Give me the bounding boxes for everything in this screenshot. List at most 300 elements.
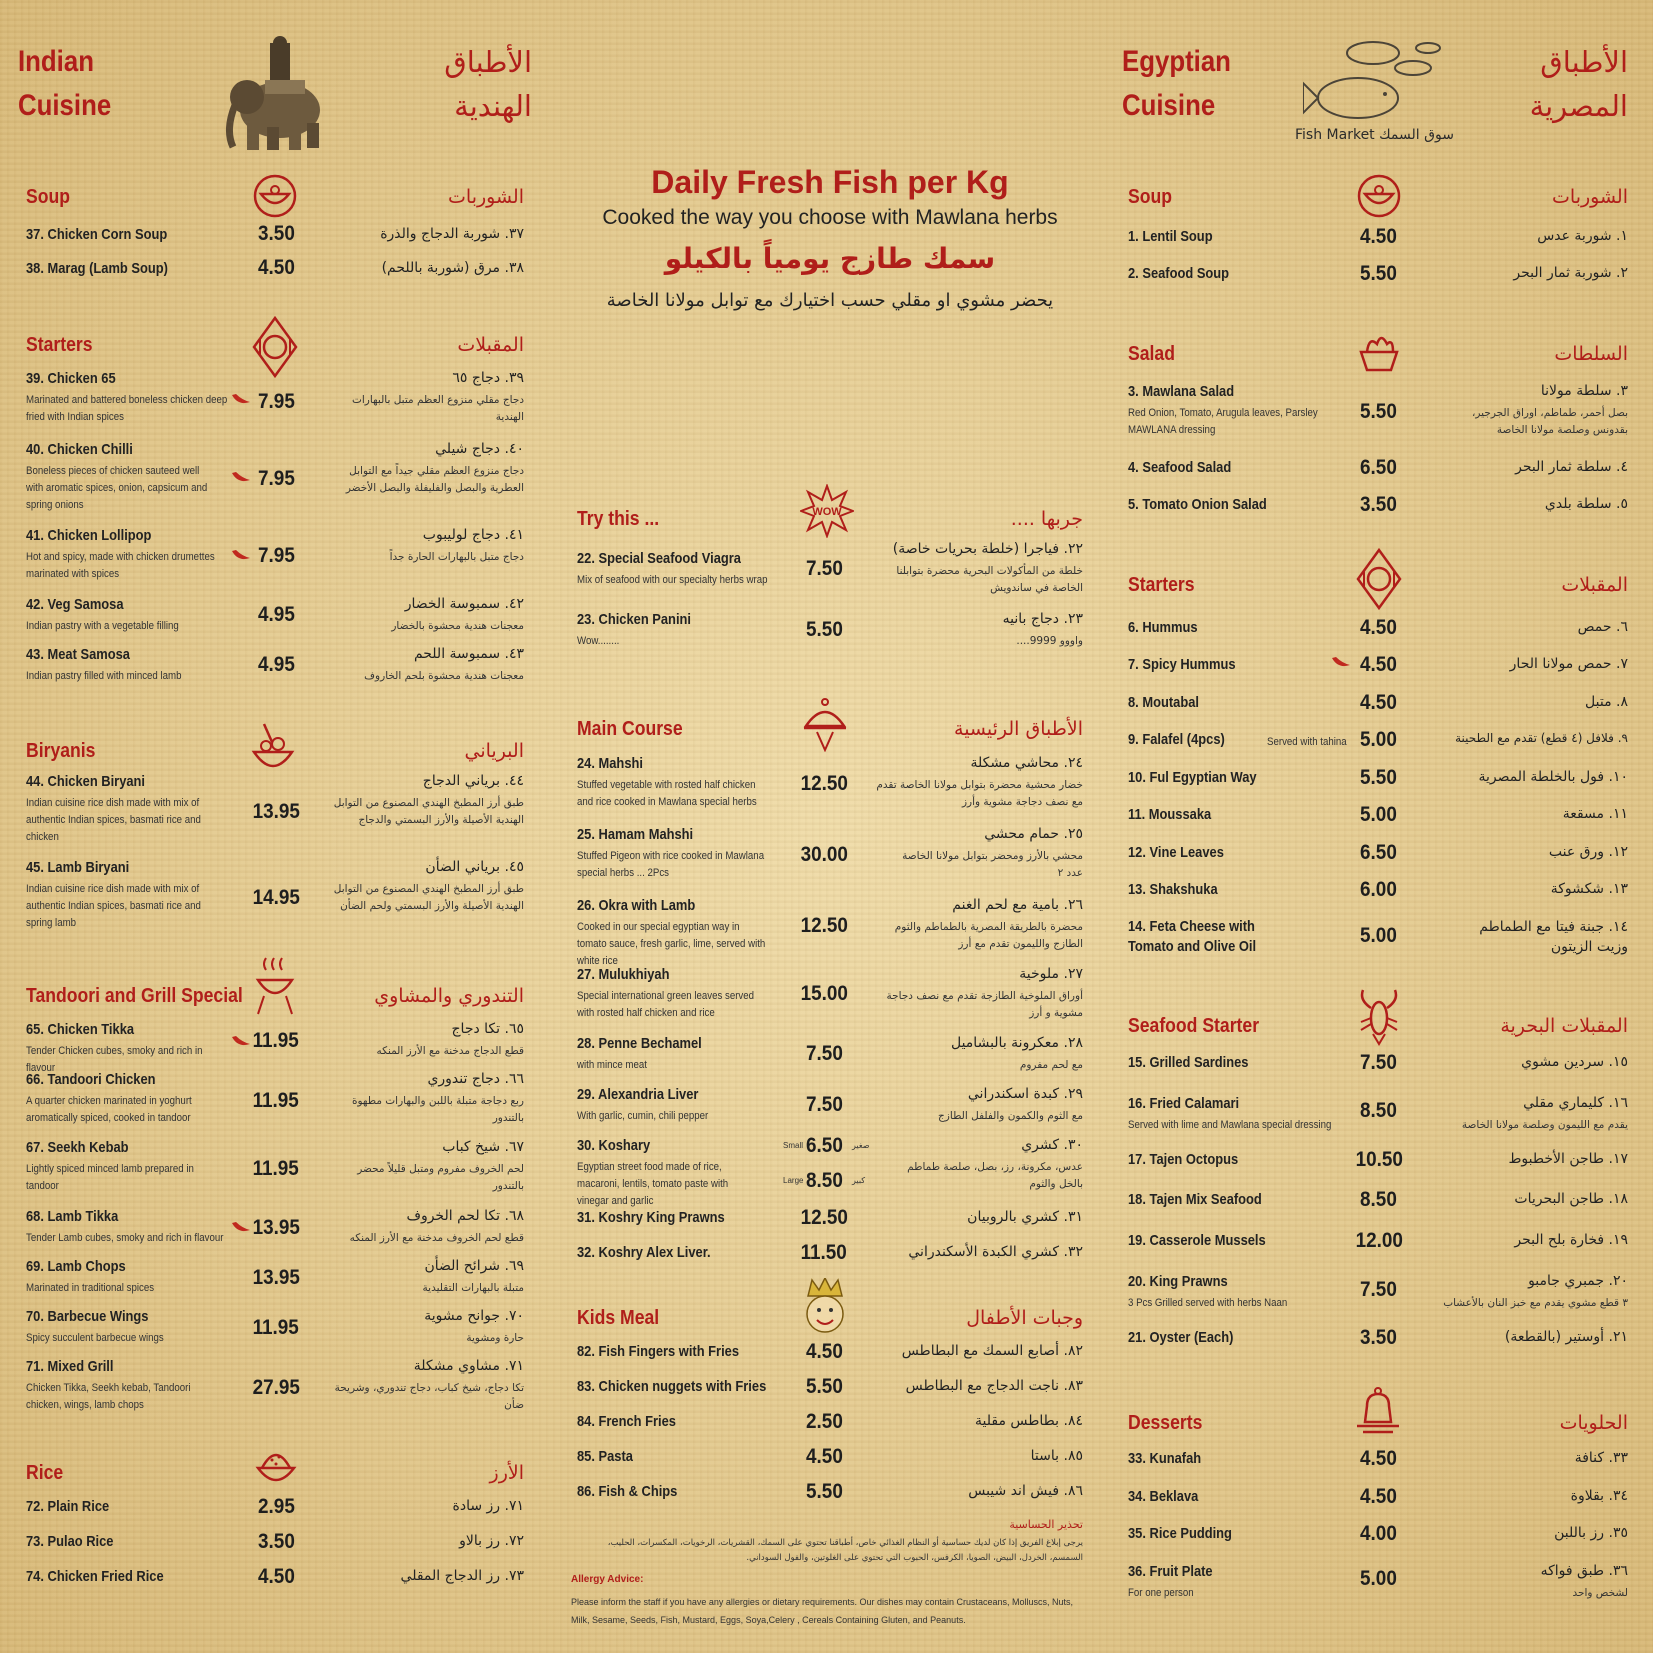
menu-item-desc: With garlic, cumin, chili pepper [577, 1110, 709, 1122]
menu-item-desc-ar: حارة ومشوية [466, 1332, 524, 1344]
menu-item-price-large: 8.50 [806, 1169, 843, 1192]
section-tandoori-en: Tandoori and Grill Special [26, 985, 243, 1007]
menu-item-name-ar: ٥. سلطة بلدي [1544, 496, 1628, 512]
menu-item-name-ar: ١٤. جبنة فيتا مع الطماطم وزيت الزيتون [1479, 919, 1628, 955]
menu-item-price-small: 6.50 [806, 1134, 843, 1157]
menu-item-price: 7.50 [806, 1093, 843, 1116]
section-rice-en: Rice [26, 1462, 64, 1484]
menu-item-name-ar: ٤. سلطة ثمار البحر [1515, 459, 1628, 475]
menu-item-price: 4.50 [1360, 691, 1397, 714]
menu-item-price: 5.00 [1360, 924, 1397, 947]
svg-text:WOW: WOW [812, 506, 842, 518]
menu-item-name-ar: ٣٤. بقلاوة [1570, 1488, 1628, 1504]
menu-item-name: 69. Lamb Chops [26, 1258, 126, 1275]
menu-item-desc: For one person [1128, 1587, 1194, 1599]
menu-item-name-ar: ٣٠. كشري [1021, 1137, 1083, 1153]
menu-item-name-ar: ٨. متبل [1585, 694, 1628, 710]
section-kids-ar: وجبات الأطفال [966, 1307, 1083, 1329]
indian-title-en: Indian Cuisine [18, 45, 112, 122]
section-soup-ar: الشوربات [448, 186, 524, 208]
menu-item-desc: A quarter chicken marinated in yoghurt aromatically spiced, cooked in tandoor [26, 1095, 192, 1124]
menu-item-name-ar: ١٦. كليماري مقلي [1523, 1095, 1628, 1111]
menu-item-desc-ar: متبلة بالبهارات التقليدية [422, 1282, 524, 1294]
section-main-en: Main Course [577, 718, 683, 740]
dessert-icon [1355, 1386, 1401, 1438]
menu-item-name: 31. Koshry King Prawns [577, 1209, 725, 1226]
fish-market-label: Fish Market سوق السمك [1295, 127, 1454, 143]
menu-item-desc-ar: تكا دجاج، شيخ كباب، دجاج تندوري، وشريحة ضأن [334, 1382, 524, 1411]
menu-item-desc: Stuffed vegetable with rosted half chicken and rice cooked in Mawlana special herbs [577, 779, 757, 808]
menu-item-name: 29. Alexandria Liver [577, 1086, 699, 1103]
menu-item-price: 8.50 [1360, 1188, 1397, 1211]
menu-item-desc-ar: لشخص واحد [1572, 1587, 1628, 1599]
menu-item-name: 19. Casserole Mussels [1128, 1232, 1266, 1249]
egyptian-title-en: Egyptian Cuisine [1122, 45, 1231, 122]
indian-cuisine-column [0, 0, 560, 1653]
menu-item-name: 37. Chicken Corn Soup [26, 226, 168, 243]
menu-item-name-ar: ٣٣. كنافة [1574, 1450, 1628, 1466]
kid-face-icon [802, 1278, 848, 1336]
menu-item-name-ar: ٢٣. دجاج بانيه [1002, 611, 1083, 627]
menu-item-desc: Served with tahina [1267, 736, 1347, 748]
section-starters-ar: المقبلات [457, 334, 524, 356]
menu-item-desc-ar: ٣ قطع مشوي يقدم مع خبز النان بالأعشاب [1443, 1297, 1628, 1309]
menu-item-desc-ar: ربع دجاجة متبلة باللبن والبهارات مطهوة بالتندور [351, 1095, 524, 1124]
menu-item-desc-ar: دجاج منزوع العظم مقلي جيداً مع التوابل العطرية والبصل والفليفلة والبصل الأخضر [345, 465, 524, 494]
menu-item-name-ar: ١٨. طاجن البحريات [1514, 1191, 1628, 1207]
menu-item-name-ar: ٤٢. سمبوسة الخضار [404, 596, 524, 612]
menu-item-desc: Marinated in traditional spices [26, 1282, 155, 1294]
fish-title-ar: سمك طازج يومياً بالكيلو [664, 242, 996, 275]
allergy-text-en: Please inform the staff if you have any allergies or dietary requirements. Our dishes may contain Crustaceans, Molluscs, Nuts, Milk, Sesame, Seeds, Fish, Mustard, Eggs, Soya,Celery , Cereals Containing Gluten, and Peanuts. [571, 1597, 1074, 1625]
menu-item-name-ar: ١٣. شكشوكة [1550, 881, 1628, 897]
menu-item-desc: 3 Pcs Grilled served with herbs Naan [1128, 1297, 1288, 1309]
menu-item-name-ar: ٢٢. فياجرا (خلطة بحريات خاصة) [892, 541, 1083, 557]
section-rice-ar: الأرز [489, 1462, 524, 1484]
menu-item-name: 30. Koshary [577, 1137, 651, 1154]
menu-item-desc: Lightly spiced minced lamb prepared in tandoor [26, 1163, 194, 1192]
section-seafood-en: Seafood Starter [1128, 1015, 1260, 1037]
menu-item-name: 44. Chicken Biryani [26, 773, 146, 790]
menu-item-price: 4.95 [258, 653, 295, 676]
menu-item-price: 7.50 [1360, 1278, 1397, 1301]
menu-item-price: 4.00 [1360, 1522, 1397, 1545]
menu-item-name-ar: ٨٥. باستا [1030, 1448, 1083, 1464]
menu-item-desc: Indian pastry filled with minced lamb [26, 670, 182, 682]
menu-item-desc: Special international green leaves served with rosted half chicken and rice [577, 990, 755, 1019]
menu-item-price: 5.50 [1360, 400, 1397, 423]
menu-item-name: 16. Fried Calamari [1128, 1095, 1240, 1112]
menu-item-name: 70. Barbecue Wings [26, 1308, 149, 1325]
menu-item-price: 4.50 [1360, 1447, 1397, 1470]
menu-item-price: 6.00 [1360, 878, 1397, 901]
menu-item-name-ar: ٣. سلطة مولانا [1540, 383, 1628, 399]
section-desserts-en: Desserts [1128, 1412, 1203, 1434]
section-starters-ar: المقبلات [1561, 574, 1628, 596]
section-starters-en: Starters [1128, 574, 1195, 596]
menu-item-price: 14.95 [252, 886, 300, 909]
menu-item-price: 10.50 [1355, 1148, 1403, 1171]
menu-item-name: 11. Moussaka [1128, 806, 1212, 823]
menu-item-name: 10. Ful Egyptian Way [1128, 769, 1257, 786]
menu-item-price: 4.50 [1360, 653, 1397, 676]
rice-bowl-icon [250, 722, 296, 778]
menu-item-price: 2.95 [258, 1495, 295, 1518]
menu-item-name: 13. Shakshuka [1128, 881, 1218, 898]
section-soup-en: Soup [1128, 186, 1172, 208]
menu-item-desc-ar: عدس، مكرونة، رز، بصل، صلصة طماطم بالخل والثوم [907, 1161, 1083, 1190]
chili-icon [230, 1220, 252, 1234]
menu-item-desc: Spicy succulent barbecue wings [26, 1332, 164, 1344]
menu-item-name-ar: ٣١. كشري بالروبيان [967, 1209, 1083, 1225]
menu-item-name: 15. Grilled Sardines [1128, 1054, 1249, 1071]
menu-item-name: 86. Fish & Chips [577, 1483, 678, 1500]
menu-item-name: 2. Seafood Soup [1128, 265, 1230, 282]
menu-item-name: 32. Koshry Alex Liver. [577, 1244, 711, 1261]
menu-item-price: 4.50 [1360, 1485, 1397, 1508]
menu-item-name-ar: ٢٨. معكرونة بالبشاميل [950, 1035, 1083, 1051]
menu-item-name-ar: ٦٦. دجاج تندوري [427, 1071, 524, 1087]
indian-title-ar: الأطباق الهندية [444, 45, 532, 123]
plate-cutlery-icon [252, 316, 298, 378]
menu-item-name: 72. Plain Rice [26, 1498, 110, 1515]
menu-item-desc: Red Onion, Tomato, Arugula leaves, Parsley MAWLANA dressing [1128, 407, 1318, 436]
menu-item-name: 8. Moutabal [1128, 694, 1199, 711]
menu-item-name-ar: ٧١. مشاوي مشكلة [413, 1358, 524, 1374]
menu-item-name-ar: ٢١. أوستير (بالقطعة) [1504, 1329, 1628, 1345]
menu-item-desc: Boneless pieces of chicken sauteed well with aromatic spices, onion, capsicum and spring onions [26, 465, 208, 511]
menu-item-price: 2.50 [806, 1410, 843, 1433]
section-starters-en: Starters [26, 334, 93, 356]
menu-item-name: 38. Marag (Lamb Soup) [26, 260, 168, 277]
menu-item-name-ar: ١٧. طاجن الأخطبوط [1508, 1151, 1628, 1167]
fish-title-en: Daily Fresh Fish per Kg [651, 164, 1009, 200]
menu-item-desc-ar: لحم الخروف مفروم ومتبل قليلاً محضر بالتندور [357, 1163, 524, 1192]
menu-item-name: 14. Feta Cheese with Tomato and Olive Oil [1128, 918, 1257, 955]
menu-item-name: 82. Fish Fingers with Fries [577, 1343, 740, 1360]
menu-item-name: 35. Rice Pudding [1128, 1525, 1232, 1542]
menu-item-name: 74. Chicken Fried Rice [26, 1568, 164, 1585]
menu-item-price: 4.50 [258, 1565, 295, 1588]
menu-item-desc-ar: خضار محشية محضرة بتوابل مولانا الخاصة تقدم مع نصف دجاجة مشوية وأرز [876, 779, 1083, 808]
menu-item-name-ar: ٢٠. جمبري جامبو [1528, 1273, 1628, 1289]
menu-item-name: 6. Hummus [1128, 619, 1198, 636]
fish-subtitle-en: Cooked the way you choose with Mawlana herbs [602, 206, 1058, 229]
menu-item-name-ar: ٤٥. برياني الضأن [425, 859, 524, 875]
menu-item-name: 12. Vine Leaves [1128, 844, 1224, 861]
menu-item-price: 5.00 [1360, 803, 1397, 826]
menu-item-desc-ar: محشي بالأرز ومحضر بتوابل مولانا الخاصة عدد ٢ [902, 850, 1083, 879]
grill-icon [254, 956, 296, 1016]
menu-item-desc: Chicken Tikka, Seekh kebab, Tandoori chicken, wings, lamb chops [26, 1382, 191, 1411]
menu-item-price: 5.50 [806, 618, 843, 641]
menu-item-name-ar: ١١. مسقعة [1562, 806, 1628, 822]
menu-item-name: 43. Meat Samosa [26, 646, 130, 663]
menu-item-name-ar: ٩. فلافل (٤ قطع) تقدم مع الطحينة [1455, 731, 1628, 745]
size-label-large-ar: كبير [852, 1176, 866, 1185]
menu-item-name: 40. Chicken Chilli [26, 441, 133, 458]
menu-item-name: 84. French Fries [577, 1413, 676, 1430]
menu-item-desc: Marinated and battered boneless chicken deep fried with Indian spices [26, 394, 228, 423]
lobster-icon [1357, 986, 1401, 1046]
menu-item-name: 23. Chicken Panini [577, 611, 691, 628]
menu-item-name-ar: ٤٠. دجاج شيلي [435, 441, 524, 457]
menu-item-name: 36. Fruit Plate [1128, 1563, 1213, 1580]
menu-item-price: 11.50 [800, 1241, 847, 1264]
menu-item-price: 27.95 [252, 1376, 300, 1399]
allergy-text-ar: يرجى إبلاغ الفريق إذا كان لديك حساسية أو النظام الغذائي خاص، أطباقنا تحتوي على السمك، القشريات، الرخويات، المكسرات، الحليب، السمسم، الخردل، البيض، الصويا، الكرفس، الحبوب التي تحتوي على الغلوتين، والفول السوداني. [607, 1538, 1083, 1563]
menu-item-price: 12.50 [800, 914, 848, 937]
menu-item-desc-ar: قطع لحم الخروف مدخنة مع الأرز المنكه [349, 1232, 524, 1244]
menu-item-desc-ar: دجاج متبل بالبهارات الحارة جداً [389, 551, 524, 563]
menu-item-name-ar: ٧٢. رز بالاو [459, 1533, 524, 1549]
section-try-en: Try this ... [577, 508, 660, 530]
menu-item-desc: Served with lime and Mawlana special dressing [1128, 1119, 1332, 1131]
menu-item-price: 4.50 [1360, 225, 1397, 248]
soup-bowl-icon [253, 174, 297, 218]
menu-item-name: 28. Penne Bechamel [577, 1035, 702, 1052]
menu-item-price: 13.95 [252, 800, 300, 823]
menu-item-name: 9. Falafel (4pcs) [1128, 731, 1225, 748]
menu-item-price: 11.95 [252, 1089, 299, 1112]
menu-item-name-ar: ٢٦. بامية مع لحم الغنم [952, 897, 1083, 913]
menu-item-name: 71. Mixed Grill [26, 1358, 114, 1375]
menu-item-desc: Stuffed Pigeon with rice cooked in Mawlana special herbs ... 2Pcs [577, 850, 765, 879]
menu-item-name-ar: ٣٦. طبق فواكه [1540, 1563, 1628, 1579]
menu-item-price: 5.00 [1360, 1567, 1397, 1590]
menu-item-name-ar: ٨٦. فيش اند شيبس [968, 1483, 1083, 1499]
menu-item-name-ar: ٤٣. سمبوسة اللحم [413, 646, 524, 662]
menu-item-name: 21. Oyster (Each) [1128, 1329, 1234, 1346]
menu-item-price: 7.50 [806, 1042, 843, 1065]
chili-icon [230, 548, 252, 562]
menu-item-price: 4.50 [806, 1340, 843, 1363]
menu-item-name-ar: ١. شوربة عدس [1537, 228, 1628, 244]
menu-item-price: 6.50 [1360, 841, 1397, 864]
menu-item-price: 5.50 [1360, 262, 1397, 285]
menu-item-desc-ar: أوراق الملوخية الطازجة تقدم مع نصف دجاجة مشوية و أرز [886, 990, 1083, 1019]
menu-item-price: 7.50 [806, 557, 843, 580]
menu-item-name-ar: ١٩. فخارة بلح البحر [1514, 1232, 1628, 1248]
rice-bowl-icon [254, 1442, 298, 1490]
menu-item-name-ar: ١٥. سردين مشوي [1521, 1054, 1628, 1070]
menu-item-desc-ar: معجنات هندية محشوة بلحم الخاروف [364, 670, 524, 682]
menu-item-desc-ar: بصل أحمر، طماطم، اوراق الجرجير، بقدونس وصلصة مولانا الخاصة [1471, 407, 1628, 436]
menu-item-name: 42. Veg Samosa [26, 596, 124, 613]
menu-item-name: 83. Chicken nuggets with Fries [577, 1378, 767, 1395]
menu-item-price: 15.00 [800, 982, 848, 1005]
menu-item-price: 7.95 [258, 544, 295, 567]
allergy-title-en: Allergy Advice: [571, 1574, 644, 1585]
menu-item-name-ar: ٣٨. مرق (شوربة باللحم) [381, 260, 524, 276]
menu-item-price: 6.50 [1360, 456, 1397, 479]
menu-item-name-ar: ٤١. دجاج لوليبوب [422, 527, 524, 543]
middle-column [560, 0, 1100, 1653]
section-desserts-ar: الحلويات [1559, 1412, 1628, 1434]
section-tandoori-ar: التندوري والمشاوي [374, 985, 524, 1007]
menu-item-desc: Indian cuisine rice dish made with mix of authentic Indian spices, basmati rice and spring lamb [26, 883, 201, 929]
menu-item-name: 27. Mulukhiyah [577, 966, 670, 983]
menu-item-price: 3.50 [258, 1530, 295, 1553]
menu-item-name-ar: ٧١. رز سادة [452, 1498, 524, 1514]
menu-item-price: 4.95 [258, 603, 295, 626]
menu-item-name-ar: ٧. حمص مولانا الحار [1509, 656, 1628, 672]
menu-item-price: 3.50 [258, 222, 295, 245]
menu-item-name: 85. Pasta [577, 1448, 633, 1465]
menu-item-name: 1. Lentil Soup [1128, 228, 1213, 245]
menu-item-name-ar: ٣٢. كشري الكبدة الأسكندراني [908, 1244, 1083, 1260]
menu-item-desc-ar: واووو 9999.... [1016, 635, 1083, 647]
chili-icon [230, 1034, 252, 1048]
menu-item-desc: Wow........ [577, 635, 620, 647]
menu-item-desc: Tender Lamb cubes, smoky and rich in flavour [26, 1232, 224, 1244]
menu-item-price: 11.95 [252, 1157, 299, 1180]
menu-item-desc-ar: خلطة من المأكولات البحرية محضرة بتوابلنا الخاصة في ساندويش [896, 565, 1083, 594]
menu-item-name: 66. Tandoori Chicken [26, 1071, 156, 1088]
section-soup-en: Soup [26, 186, 70, 208]
menu-item-name-ar: ٨٣. ناجت الدجاج مع البطاطس [905, 1378, 1083, 1394]
menu-item-desc-ar: محضرة بالطريقة المصرية بالطماطم والثوم الطازج والليمون تقدم مع أرز [894, 921, 1083, 950]
menu-item-desc-ar: دجاج مقلي منزوع العظم متبل بالبهارات الهندية [351, 394, 524, 423]
menu-item-name: 25. Hamam Mahshi [577, 826, 694, 843]
menu-item-price: 3.50 [1360, 493, 1397, 516]
menu-item-name-ar: ٣٩. دجاج ٦٥ [452, 370, 524, 386]
menu-item-price: 7.95 [258, 390, 295, 413]
allergy-title-ar: تحذير الحساسية [1009, 1518, 1083, 1531]
menu-item-name-ar: ٦٨. تكا لحم الخروف [406, 1208, 524, 1224]
menu-item-name: 3. Mawlana Salad [1128, 383, 1235, 400]
section-biryanis-en: Biryanis [26, 740, 96, 762]
section-seafood-ar: المقبلات البحرية [1500, 1015, 1628, 1037]
menu-item-price: 8.50 [1360, 1099, 1397, 1122]
menu-item-price: 5.00 [1360, 728, 1397, 751]
menu-item-name: 67. Seekh Kebab [26, 1139, 129, 1156]
chili-icon [1330, 655, 1352, 669]
size-label-large: Large [783, 1176, 804, 1185]
fish-icon [1303, 28, 1443, 128]
menu-item-price: 12.00 [1355, 1229, 1403, 1252]
egyptian-title-ar: الأطباق المصرية [1529, 45, 1628, 123]
cloche-icon [802, 696, 848, 752]
menu-item-name-ar: ٨٢. أصابع السمك مع البطاطس [901, 1343, 1083, 1359]
menu-item-desc: Cooked in our special egyptian way in tomato sauce, fresh garlic, lime, served with white rice [577, 921, 766, 967]
menu-item-desc: Tender Chicken cubes, smoky and rich in flavour [26, 1045, 203, 1074]
menu-item-price: 5.50 [1360, 766, 1397, 789]
menu-item-name: 18. Tajen Mix Seafood [1128, 1191, 1262, 1208]
menu-item-name: 34. Beklava [1128, 1488, 1199, 1505]
menu-item-price: 12.50 [800, 1206, 848, 1229]
plate-cutlery-icon [1356, 548, 1402, 610]
salad-bowl-icon [1357, 330, 1401, 374]
menu-item-name-ar: ٧٣. رز الدجاج المقلي [400, 1568, 524, 1584]
menu-item-desc-ar: مع الثوم والكمون والفلفل الطازج [938, 1110, 1083, 1122]
menu-item-name: 7. Spicy Hummus [1128, 656, 1236, 673]
menu-item-name: 17. Tajen Octopus [1128, 1151, 1239, 1168]
menu-item-name-ar: ٢٩. كبدة اسكندراني [967, 1086, 1083, 1102]
chili-icon [230, 470, 252, 484]
wow-badge-icon [800, 484, 854, 538]
menu-item-desc: Egyptian street food made of rice, macaroni, lentils, tomato paste with vinegar and garlic [577, 1161, 729, 1207]
menu-item-name: 22. Special Seafood Viagra [577, 550, 741, 567]
menu-item-desc: Indian cuisine rice dish made with mix of authentic Indian spices, basmati rice and chicken [26, 797, 201, 843]
menu-item-name-ar: ٦٩. شرائح الضأن [424, 1258, 524, 1274]
menu-item-name-ar: ٦٧. شيخ كباب [442, 1139, 524, 1155]
section-soup-ar: الشوربات [1552, 186, 1628, 208]
menu-item-price: 13.95 [252, 1266, 300, 1289]
menu-item-name-ar: ٦٥. تكا دجاج [451, 1021, 524, 1037]
menu-item-name: 20. King Prawns [1128, 1273, 1228, 1290]
section-kids-en: Kids Meal [577, 1307, 660, 1329]
menu-item-desc-ar: قطع الدجاج مدخنة مع الأرز المنكه [376, 1045, 524, 1057]
section-salad-en: Salad [1128, 343, 1175, 365]
menu-item-name-ar: ٢٤. محاشي مشكلة [970, 755, 1083, 771]
menu-item-price: 3.50 [1360, 1326, 1397, 1349]
menu-item-desc: Indian pastry with a vegetable filling [26, 620, 179, 632]
menu-item-name-ar: ٦. حمص [1577, 619, 1628, 635]
menu-item-name-ar: ٣٧. شوربة الدجاج والذرة [380, 226, 524, 242]
menu-item-desc-ar: طبق أرز المطبخ الهندي المصنوع من التوابل الهندية الأصيلة والأرز البسمتي والدجاج [333, 797, 524, 826]
menu-item-name: 24. Mahshi [577, 755, 643, 772]
menu-item-name-ar: ٢٧. ملوخية [1019, 966, 1083, 982]
menu-item-name: 45. Lamb Biryani [26, 859, 130, 876]
menu-item-name-ar: ٢٥. حمام محشي [984, 826, 1083, 842]
size-label-small: Small [783, 1141, 804, 1150]
menu-item-name-ar: ١٢. ورق عنب [1548, 844, 1628, 860]
section-try-ar: جربها .... [1010, 508, 1083, 530]
elephant-icon [225, 35, 330, 150]
menu-item-name-ar: ٢. شوربة ثمار البحر [1513, 265, 1628, 281]
menu-item-price: 4.50 [258, 256, 295, 279]
menu-item-desc-ar: مع لحم مفروم [1019, 1059, 1083, 1071]
menu-item-name: 26. Okra with Lamb [577, 897, 696, 914]
menu-item-name-ar: ١٠. فول بالخلطة المصرية [1478, 769, 1628, 785]
menu-item-name-ar: ٨٤. بطاطس مقلية [975, 1413, 1083, 1429]
menu-item-name: 33. Kunafah [1128, 1450, 1202, 1467]
menu-item-price: 30.00 [800, 843, 848, 866]
section-biryanis-ar: البرياني [464, 740, 524, 762]
chili-icon [230, 392, 252, 406]
menu-item-name: 39. Chicken 65 [26, 370, 116, 387]
menu-item-price: 4.50 [1360, 616, 1397, 639]
menu-item-name: 65. Chicken Tikka [26, 1021, 135, 1038]
section-main-ar: الأطباق الرئيسية [954, 718, 1083, 740]
section-salad-ar: السلطات [1554, 343, 1628, 365]
menu-item-name: 5. Tomato Onion Salad [1128, 496, 1267, 513]
menu-item-name: 73. Pulao Rice [26, 1533, 114, 1550]
menu-item-desc-ar: يقدم مع الليمون وصلصة مولانا الخاصة [1461, 1119, 1628, 1131]
menu-item-name-ar: ٣٥. رز باللبن [1554, 1525, 1628, 1541]
egyptian-cuisine-column [1105, 0, 1653, 1653]
soup-bowl-icon [1357, 174, 1401, 218]
menu-item-name: 4. Seafood Salad [1128, 459, 1232, 476]
fish-subtitle-ar: يحضر مشوي او مقلي حسب اختيارك مع توابل مولانا الخاصة [606, 290, 1054, 311]
menu-item-desc-ar: معجنات هندية محشوة بالخضار [391, 620, 524, 632]
menu-item-price: 11.95 [252, 1316, 299, 1339]
menu-item-price: 12.50 [800, 772, 848, 795]
menu-item-price: 13.95 [252, 1216, 300, 1239]
size-label-small-ar: صغير [852, 1141, 870, 1150]
menu-item-name: 41. Chicken Lollipop [26, 527, 152, 544]
menu-item-price: 5.50 [806, 1480, 843, 1503]
menu-item-price: 7.95 [258, 467, 295, 490]
menu-item-name-ar: ٤٤. برياني الدجاج [422, 773, 524, 789]
menu-item-desc: with mince meat [577, 1059, 647, 1071]
menu-item-desc: Hot and spicy, made with chicken drumettes marinated with spices [26, 551, 215, 580]
menu-item-price: 4.50 [806, 1445, 843, 1468]
menu-item-desc-ar: طبق أرز المطبخ الهندي المصنوع من التوابل الهندية الأصيلة والأرز البسمتي ولحم الضأن [333, 883, 524, 912]
menu-item-name: 68. Lamb Tikka [26, 1208, 119, 1225]
menu-item-price: 7.50 [1360, 1051, 1397, 1074]
